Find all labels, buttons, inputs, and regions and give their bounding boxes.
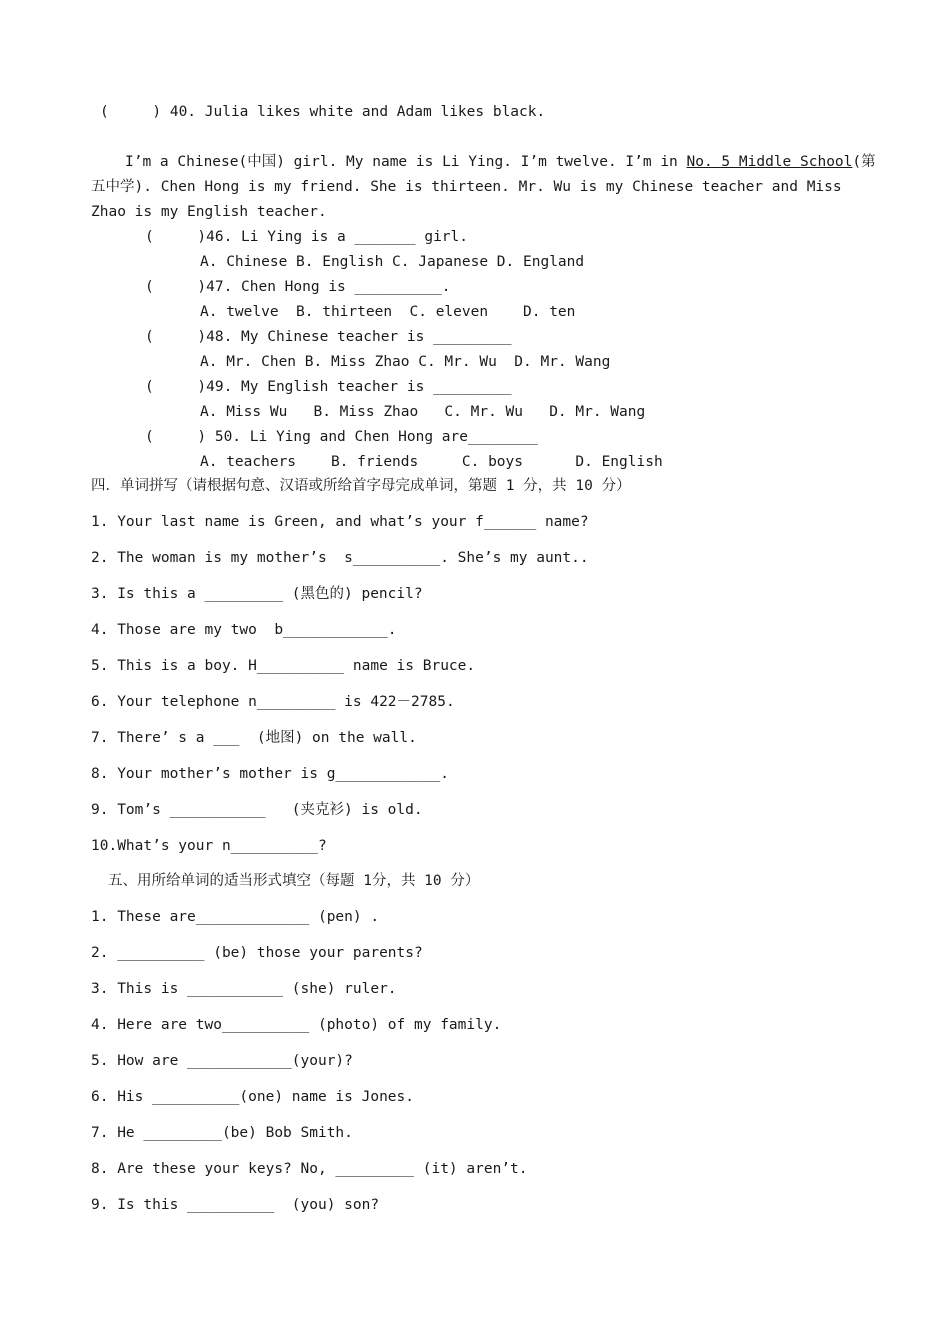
fill-item-7: 7. He _________(be) Bob Smith.: [91, 1125, 353, 1141]
spelling-item-10: 10.What’s your n__________?: [91, 838, 327, 854]
reading-question-47: ( )47. Chen Hong is __________.: [145, 279, 451, 295]
spelling-item-6: 6. Your telephone n_________ is 422－2785.: [91, 694, 455, 710]
passage-text: (第: [852, 154, 876, 170]
spelling-item-4: 4. Those are my two b____________.: [91, 622, 397, 638]
reading-question-49: ( )49. My English teacher is _________: [145, 379, 512, 395]
spelling-item-1: 1. Your last name is Green, and what’s your f______ name?: [91, 514, 589, 530]
spelling-item-2: 2. The woman is my mother’s s__________. She’s my aunt..: [91, 550, 589, 566]
fill-item-9: 9. Is this __________ (you) son?: [91, 1197, 380, 1213]
reading-question-46: ( )46. Li Ying is a _______ girl.: [145, 229, 469, 245]
reading-options-46: A. Chinese B. English C. Japanese D. England: [200, 254, 585, 270]
spelling-item-9: 9. Tom’s ___________ (夹克衫) is old.: [91, 802, 423, 818]
passage-line-1: [125, 152, 876, 172]
fill-item-4: 4. Here are two__________ (photo) of my family.: [91, 1017, 502, 1033]
question-40: ( ) 40. Julia likes white and Adam likes black.: [100, 104, 546, 120]
fill-item-8: 8. Are these your keys? No, _________ (it) aren’t.: [91, 1161, 528, 1177]
reading-options-50: A. teachers B. friends C. boys D. English: [200, 454, 663, 470]
section-5-title: 五、用所给单词的适当形式填空（每题 1分，共 10 分）: [108, 873, 480, 889]
section-4-title: 四．单词拼写（请根据句意、汉语或所给首字母完成单词，第题 1 分，共 10 分）: [91, 478, 631, 494]
passage-text: I’m a Chinese(中国) girl. My name is Li Ying. I’m twelve. I’m in: [125, 154, 687, 170]
passage-line-3: Zhao is my English teacher.: [91, 204, 327, 220]
spelling-item-8: 8. Your mother’s mother is g____________.: [91, 766, 449, 782]
reading-question-50: ( ) 50. Li Ying and Chen Hong are________: [145, 429, 538, 445]
fill-item-6: 6. His __________(one) name is Jones.: [91, 1089, 415, 1105]
fill-item-3: 3. This is ___________ (she) ruler.: [91, 981, 397, 997]
spelling-item-5: 5. This is a boy. H__________ name is Bruce.: [91, 658, 476, 674]
reading-question-48: ( )48. My Chinese teacher is _________: [145, 329, 512, 345]
reading-options-47: A. twelve B. thirteen C. eleven D. ten: [200, 304, 576, 320]
fill-item-1: 1. These are_____________ (pen) .: [91, 909, 380, 925]
fill-item-5: 5. How are ____________(your)?: [91, 1053, 353, 1069]
reading-options-49: A. Miss Wu B. Miss Zhao C. Mr. Wu D. Mr. Wang: [200, 404, 646, 420]
fill-item-2: 2. __________ (be) those your parents?: [91, 945, 423, 961]
spelling-item-7: 7. There’ s a ___ (地图) on the wall.: [91, 730, 417, 746]
reading-options-48: A. Mr. Chen B. Miss Zhao C. Mr. Wu D. Mr. Wang: [200, 354, 611, 370]
spelling-item-3: 3. Is this a _________ (黑色的) pencil?: [91, 586, 423, 602]
school-name: No. 5 Middle School: [686, 154, 853, 170]
passage-line-2: 五中学). Chen Hong is my friend. She is thirteen. Mr. Wu is my Chinese teacher and Miss: [91, 179, 842, 195]
